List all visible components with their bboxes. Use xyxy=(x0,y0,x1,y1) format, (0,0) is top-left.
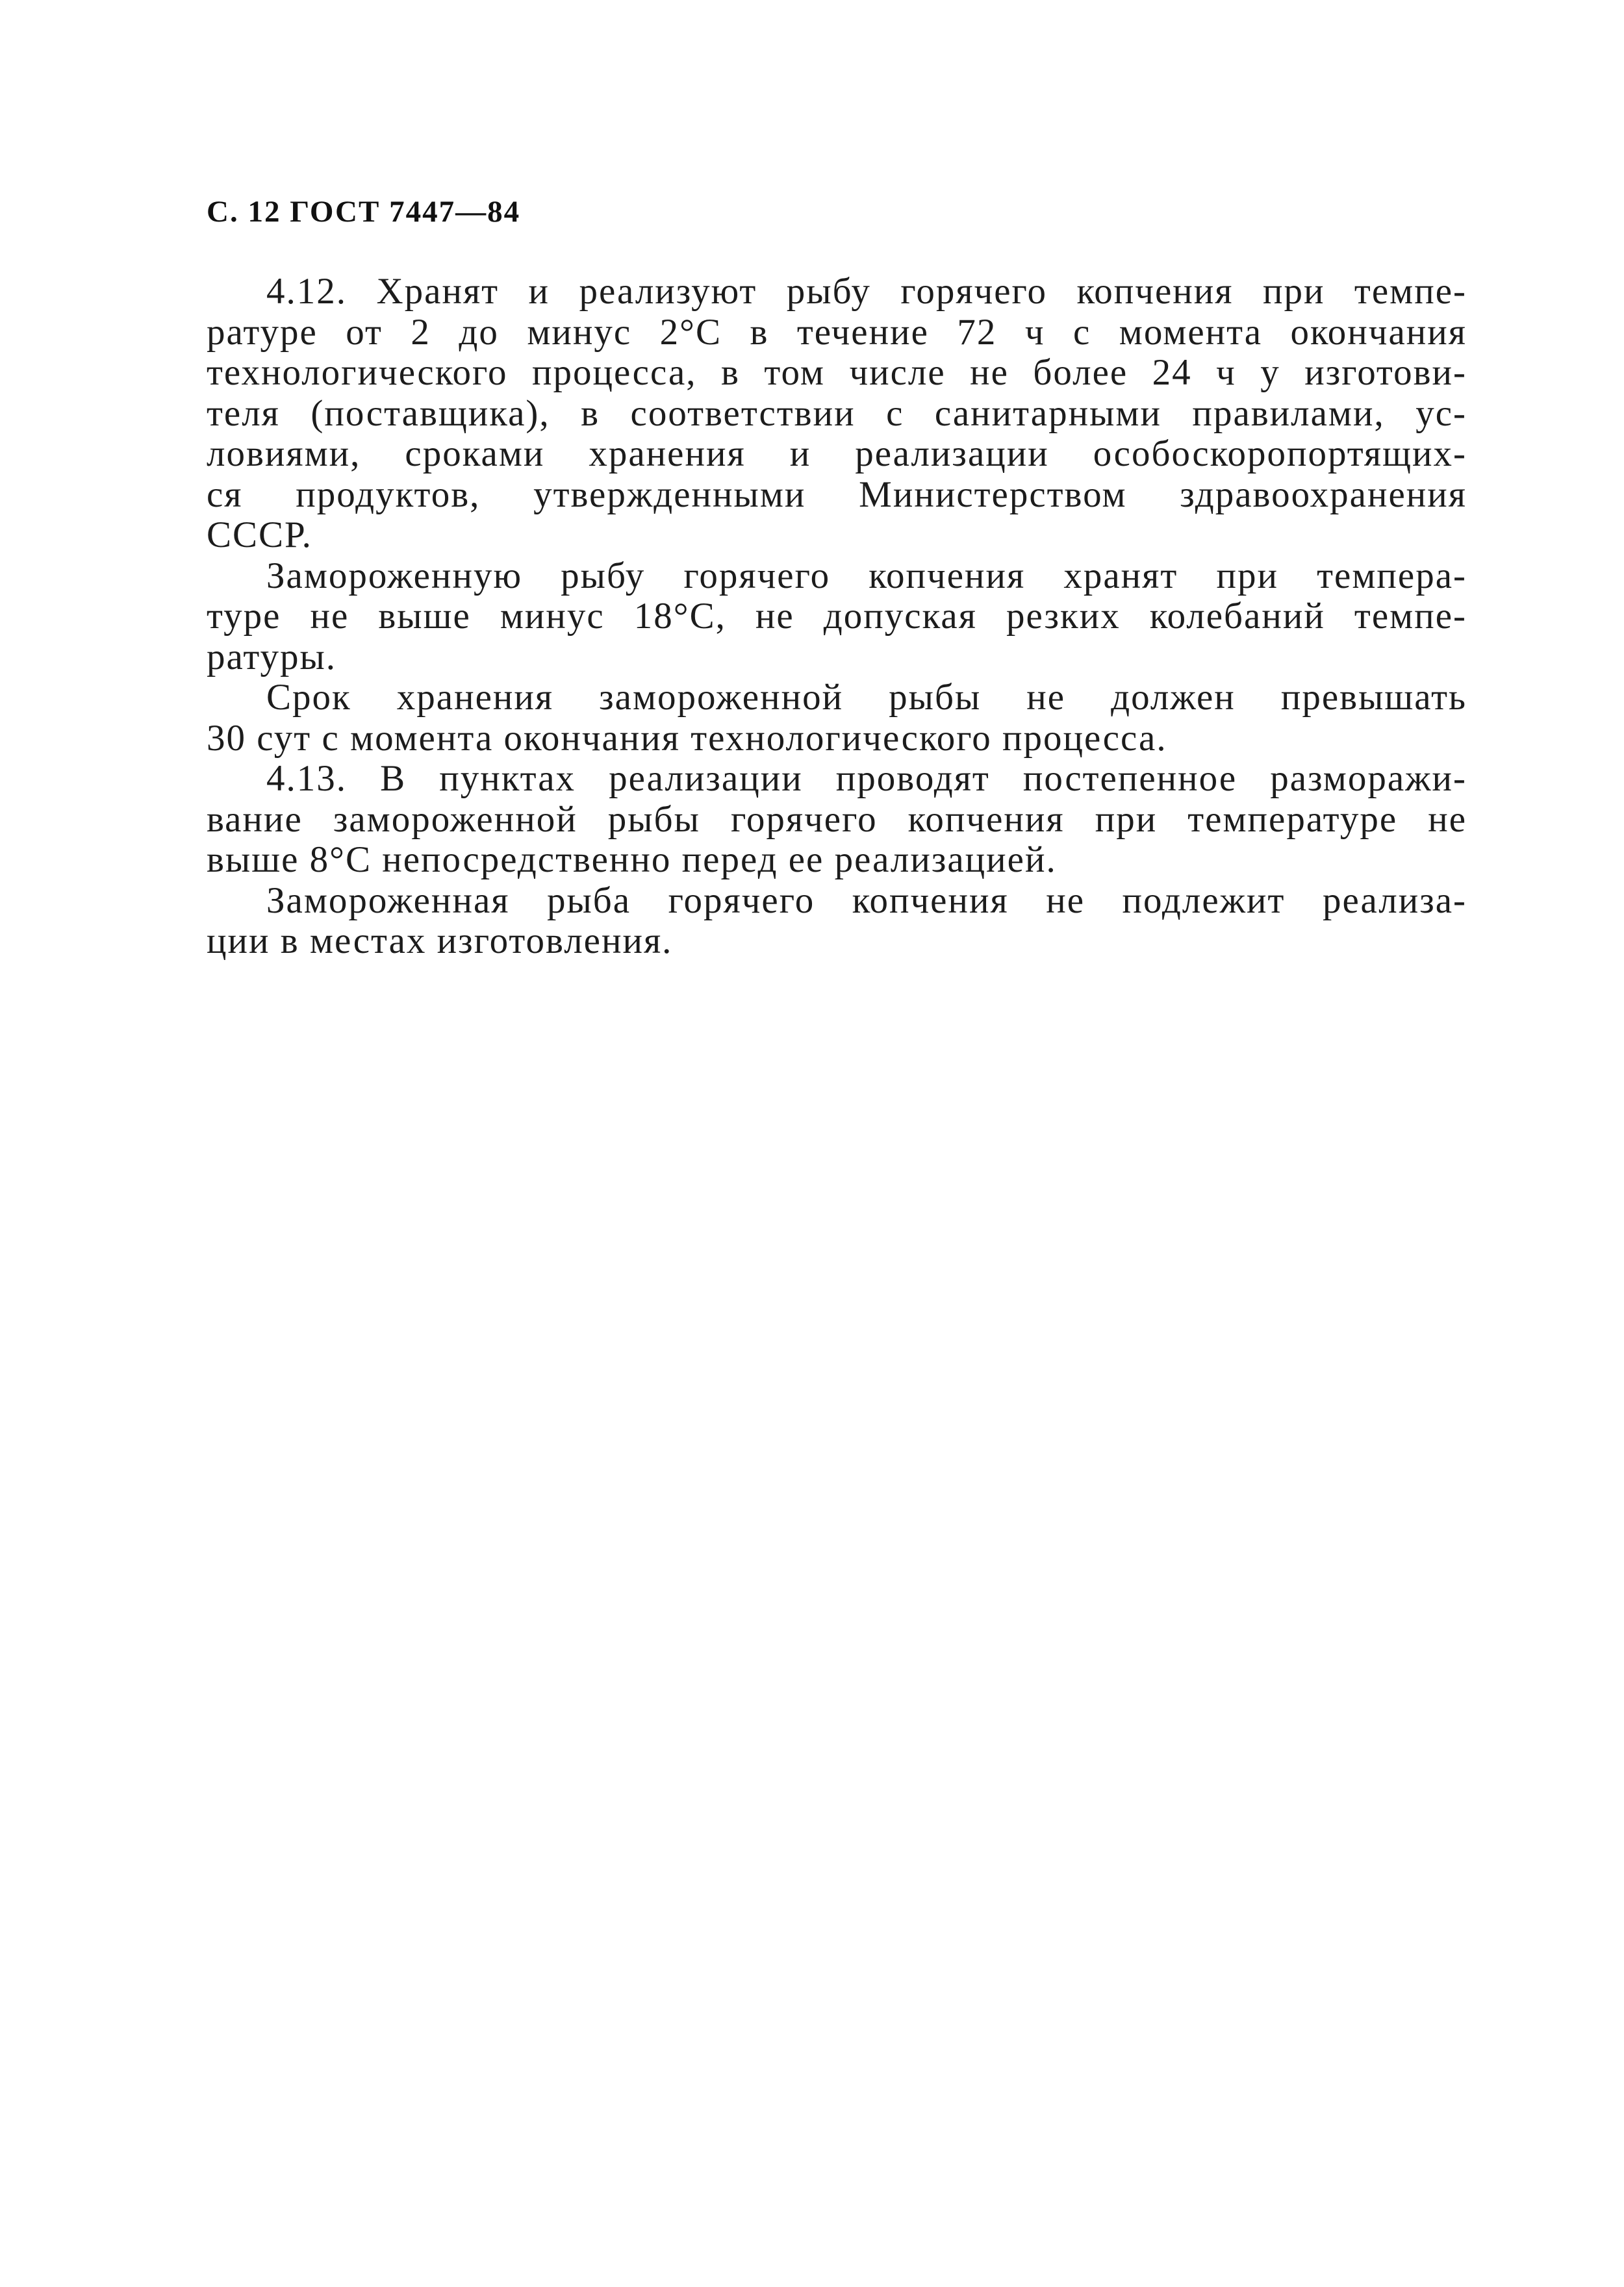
paragraph-4-13 xyxy=(207,759,1467,881)
text-line: выше 8°С непосредственно перед ее реализацией. xyxy=(207,839,1057,880)
text-line: ции в местах изготовления. xyxy=(207,920,673,961)
paragraph-sale-restriction xyxy=(207,881,1467,962)
text-line: 30 сут с момента окончания технологического процесса. xyxy=(207,717,1167,759)
text-line: теля (поставщика), в соответствии с санитарными правилами, ус- xyxy=(207,392,1467,434)
text-line: туре не выше минус 18°С, не допуская резких колебаний темпе- xyxy=(207,596,1467,637)
text-line: ся продуктов, утвержденными Министерством здравоохранения xyxy=(207,474,1467,515)
paragraph-frozen-storage xyxy=(207,556,1467,678)
running-header: С. 12 ГОСТ 7447—84 xyxy=(207,195,521,229)
paragraph-storage-term xyxy=(207,677,1467,759)
text-line: вание замороженной рыбы горячего копчения при температуре не xyxy=(207,798,1467,840)
text-line: 4.13. В пунктах реализации проводят постепенное разморажи- xyxy=(266,758,1467,799)
text-line: технологического процесса, в том числе не более 24 ч у изготови- xyxy=(207,352,1467,393)
text-line: СССР. xyxy=(207,514,312,555)
document-body xyxy=(207,272,1467,962)
paragraph-4-12 xyxy=(207,272,1467,556)
text-line: ратуре от 2 до минус 2°С в течение 72 ч с момента окончания xyxy=(207,311,1467,353)
text-line: ловиями, сроками хранения и реализации особоскоропортящих- xyxy=(207,433,1467,474)
text-line: Замороженная рыба горячего копчения не подлежит реализа- xyxy=(266,879,1467,921)
text-line: ратуры. xyxy=(207,636,337,677)
text-line: 4.12. Хранят и реализуют рыбу горячего копчения при темпе- xyxy=(266,271,1467,312)
text-line: Замороженную рыбу горячего копчения хранят при темпера- xyxy=(266,555,1467,596)
text-line: Срок хранения замороженной рыбы не должен превышать xyxy=(266,677,1467,718)
